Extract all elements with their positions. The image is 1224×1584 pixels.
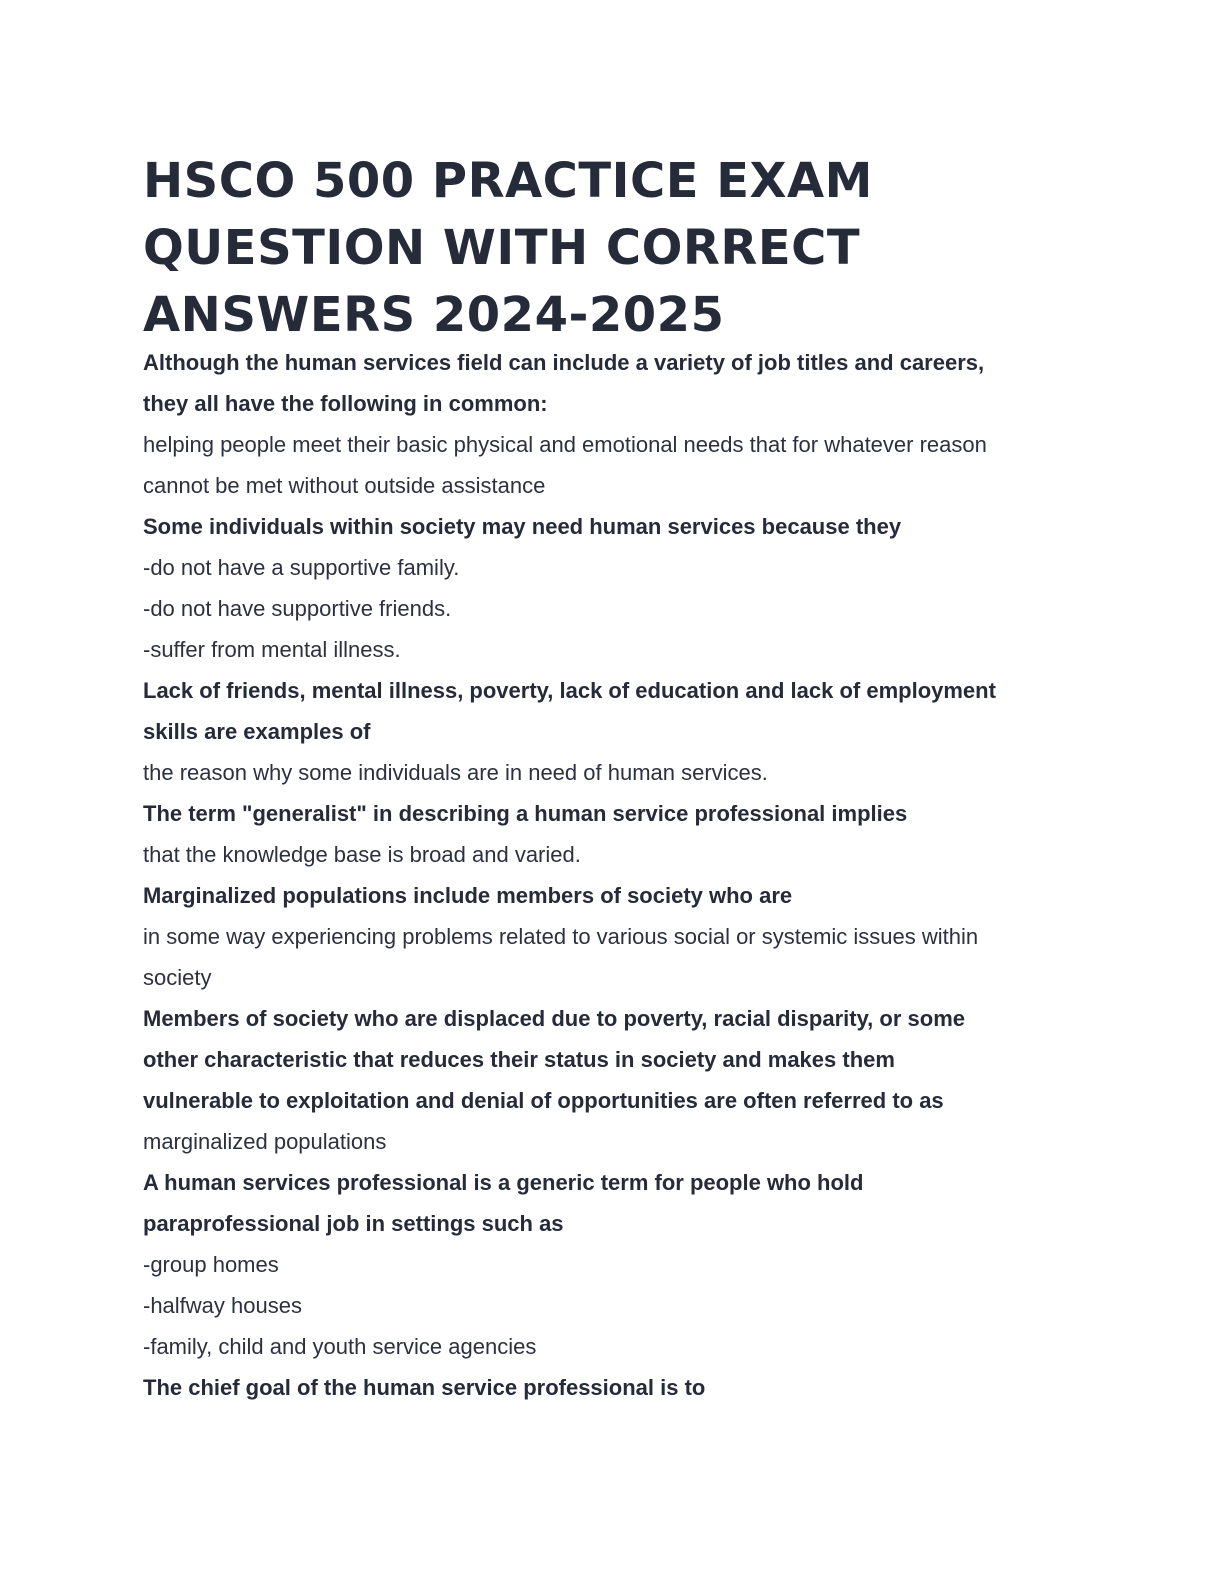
answer-text: -group homes: [143, 1252, 279, 1277]
answer-text: -suffer from mental illness.: [143, 637, 401, 662]
answer-text: in some way experiencing problems related to various social or systemic issues within: [143, 924, 979, 949]
qa-item: [143, 1162, 1083, 1367]
question-text: skills are examples of: [143, 719, 371, 744]
question-text: other characteristic that reduces their status in society and makes them: [143, 1047, 895, 1072]
qa-item: [143, 998, 1083, 1162]
question-answer-list: [143, 342, 1083, 1408]
answer-text: marginalized populations: [143, 1129, 387, 1154]
question-text: The chief goal of the human service professional is to: [143, 1375, 706, 1400]
answer-text: society: [143, 965, 212, 990]
question-text: paraprofessional job in settings such as: [143, 1211, 564, 1236]
answer-text: -do not have supportive friends.: [143, 596, 452, 621]
answer-text: -halfway houses: [143, 1293, 302, 1318]
qa-item: [143, 506, 1083, 670]
question-text: Members of society who are displaced due to poverty, racial disparity, or some: [143, 1006, 965, 1031]
answer-text: -family, child and youth service agencies: [143, 1334, 537, 1359]
answer-text: that the knowledge base is broad and varied.: [143, 842, 581, 867]
question-text: A human services professional is a generic term for people who hold: [143, 1170, 864, 1195]
question-text: Although the human services field can include a variety of job titles and careers,: [143, 350, 985, 375]
title-line: ANSWERS 2024-2025: [143, 287, 725, 343]
title-line: QUESTION WITH CORRECT: [143, 220, 861, 276]
question-text: Marginalized populations include members of society who are: [143, 883, 793, 908]
question-text: vulnerable to exploitation and denial of opportunities are often referred to as: [143, 1088, 944, 1113]
answer-text: the reason why some individuals are in need of human services.: [143, 760, 768, 785]
question-text: The term "generalist" in describing a human service professional implies: [143, 801, 908, 826]
document-title: [143, 148, 1083, 349]
qa-item: [143, 875, 1083, 998]
qa-item: [143, 342, 1083, 506]
answer-text: helping people meet their basic physical and emotional needs that for whatever reason: [143, 432, 987, 457]
answer-text: -do not have a supportive family.: [143, 555, 460, 580]
answer-text: cannot be met without outside assistance: [143, 473, 546, 498]
question-text: Some individuals within society may need human services because they: [143, 514, 902, 539]
qa-item: [143, 793, 1083, 875]
qa-item: [143, 1367, 1083, 1408]
qa-item: [143, 670, 1083, 793]
document-page: [143, 148, 1083, 1408]
title-line: HSCO 500 PRACTICE EXAM: [143, 153, 873, 209]
question-text: they all have the following in common:: [143, 391, 548, 416]
question-text: Lack of friends, mental illness, poverty, lack of education and lack of employment: [143, 678, 996, 703]
